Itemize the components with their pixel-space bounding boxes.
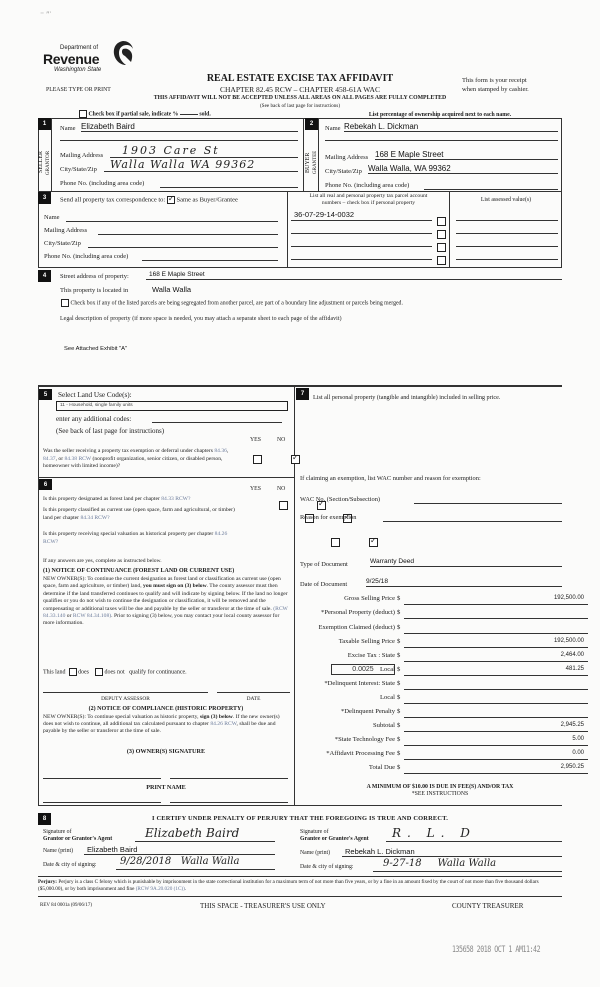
certification-title: I CERTIFY UNDER PENALTY OF PERJURY THAT THE FOREGOING IS TRUE AND CORRECT. <box>152 815 448 822</box>
fee-value[interactable] <box>404 609 588 619</box>
currency-symbol: $ <box>397 638 401 645</box>
seller-name-field[interactable]: Elizabeth Baird <box>81 122 298 132</box>
fee-row-taxable-selling-price <box>300 638 590 650</box>
fee-label: *Delinquent Penalty <box>340 708 395 715</box>
corr-city-label: City/State/Zip <box>44 240 81 247</box>
lower-frame-top <box>38 385 562 387</box>
currency-symbol: $ <box>397 595 401 602</box>
parties-center-divider <box>303 118 304 191</box>
fee-value[interactable] <box>404 694 588 704</box>
rcw-link-84-36[interactable]: 84.36 <box>214 448 227 454</box>
street-address-field[interactable]: 168 E Maple Street <box>146 270 562 280</box>
seller-mailing-field[interactable]: 1903 Care St <box>110 145 298 158</box>
fee-row-excise-tax-state <box>300 652 590 664</box>
exemption-reason-field[interactable] <box>383 513 562 522</box>
land-use-select[interactable]: 11 - Household, single family units <box>56 401 288 411</box>
same-as-buyer-checkbox[interactable] <box>167 196 175 204</box>
logo-text-line1: Department of <box>60 45 99 51</box>
local-rate-box[interactable]: 0.0025 <box>331 664 395 675</box>
notice-2-body <box>43 714 291 736</box>
grantee-sig-label-line2: Grantee or Grantee's Agent <box>300 836 369 842</box>
fee-label: *Delinquent Interest: State <box>324 680 395 687</box>
seller-side-label <box>38 130 51 191</box>
historic-no-checkbox[interactable] <box>369 538 378 547</box>
perjury-notice: Perjury: Perjury is a class C felony which is punishable by imprisonment in the state correctional institution for a maximum term of not more than five years, or by a fine in an amount fixed by the court of not more than five thousand dollars ($5,000.00), or by both imprisonment and fine (RCW 9A.20.020 (1C)). <box>38 879 539 893</box>
current-use-question <box>43 507 243 522</box>
grantee-date-label: Date & city of signing: <box>300 864 354 870</box>
print-name-label: PRINT NAME <box>146 784 186 791</box>
owner-signature-line-2[interactable] <box>170 778 288 779</box>
fee-row-total-due <box>300 764 590 776</box>
currency-symbol: $ <box>397 708 401 715</box>
fee-row-delinquent-interest-local <box>300 694 590 706</box>
currency-symbol: $ <box>397 722 401 729</box>
section-6-badge: 6 <box>39 479 52 490</box>
historic-yes-checkbox[interactable] <box>331 538 340 547</box>
seller-phone-label: Phone No. (including area code) <box>60 180 145 187</box>
fee-row-state-technology-fee <box>300 736 590 748</box>
section-2-badge: 2 <box>305 118 318 130</box>
buyer-name-field[interactable]: Rebekah L. Dickman <box>344 122 558 132</box>
perjury-bold: Perjury: <box>38 879 58 885</box>
section-8-badge: 8 <box>38 813 51 825</box>
grantee-name-field[interactable]: Rebekah L. Dickman <box>342 847 562 857</box>
located-in-value[interactable]: Walla Walla <box>152 285 192 294</box>
notice-1-title: (1) NOTICE OF CONTINUANCE (FOREST LAND OR CURRENT USE) <box>43 568 235 574</box>
partial-sale-percent-field[interactable] <box>180 114 198 115</box>
s5-yes-checkbox[interactable] <box>253 455 262 464</box>
deputy-assessor-date-line[interactable] <box>217 692 290 693</box>
fee-label: *State Technology Fee <box>334 736 395 743</box>
qualify-label: qualify for continuance. <box>129 669 187 676</box>
exemption-question-rest: (nonprofit organization, senior citizen, or disabled person, homeowner with limited income)? <box>43 455 223 469</box>
land-use-label: Select Land Use Code(s): <box>58 391 132 399</box>
assessed-value-field[interactable] <box>456 249 558 260</box>
continuance-row <box>43 668 187 676</box>
buyer-name-label: Name <box>325 125 341 132</box>
partial-sale-label: Check box if partial sale, indicate % <box>88 111 179 118</box>
corr-mailing-field[interactable] <box>98 225 278 235</box>
fee-value[interactable]: 192,500.00 <box>404 595 588 605</box>
fee-row-personal-property <box>300 609 590 621</box>
currency-symbol: $ <box>397 764 401 771</box>
segregated-label: Check box if any of the listed parcels are being segregated from another parcel, are part of a boundary line adjustment or parcels being merged. <box>70 300 403 307</box>
currency-symbol: $ <box>397 666 401 673</box>
additional-codes-label: enter any additional codes: <box>56 415 132 423</box>
corr-name-field[interactable] <box>66 212 278 222</box>
dor-swirl-icon <box>112 40 134 66</box>
fee-value[interactable] <box>404 680 588 690</box>
fee-label: Local <box>379 666 395 673</box>
notice-1-or: or <box>66 613 72 620</box>
lower-frame-bottom <box>38 805 562 806</box>
fee-label: Local <box>379 694 395 701</box>
corr-name-label: Name <box>44 214 60 221</box>
additional-codes-field[interactable] <box>152 414 282 423</box>
seller-city-label: City/State/Zip <box>60 166 97 173</box>
section-3-badge: 3 <box>38 192 51 204</box>
buyer-word: BUYER <box>305 152 311 173</box>
seller-phone-field[interactable] <box>160 178 298 188</box>
corr-mailing-label: Mailing Address <box>44 227 88 234</box>
historic-question <box>43 531 243 546</box>
rcw-link-84-37[interactable]: 84.37 <box>43 455 56 462</box>
segregated-checkbox[interactable] <box>61 299 69 307</box>
current-use-text: Is this property classified as current use (open space, farm and agricultural, or timber) land per chapter <box>43 507 235 521</box>
buyer-city-label: City/State/Zip <box>325 168 362 175</box>
fee-row-subtotal <box>300 722 590 734</box>
parcel-row <box>291 210 471 223</box>
buyer-mailing-label: Mailing Address <box>325 154 369 161</box>
fee-row-gross-selling-price <box>300 595 590 607</box>
fee-label: Exemption Claimed (deduct) <box>318 624 395 631</box>
section-3-divider <box>38 191 562 192</box>
located-in-label: This property is located in <box>60 287 129 294</box>
notice-2-text-c: , shall be due and payable by the seller or transferor at the time of sale. <box>43 721 276 735</box>
forest-land-question <box>43 496 248 504</box>
partial-sale-row <box>79 110 211 118</box>
fee-row-affidavit-processing-fee <box>300 750 590 762</box>
does-checkbox[interactable] <box>69 668 77 676</box>
fee-label: Gross Selling Price <box>344 595 395 602</box>
corr-phone-field[interactable] <box>142 251 278 261</box>
fee-value[interactable] <box>404 708 588 718</box>
historic-text: Is this property receiving special valuation as historical property per chapter <box>43 531 214 537</box>
receipt-note-line1: This form is your receipt <box>462 77 527 84</box>
wac-number-field[interactable] <box>414 495 562 504</box>
fee-row-exemption-claimed <box>300 624 590 636</box>
fee-value[interactable]: 5.00 <box>404 736 588 746</box>
section-1-badge: 1 <box>38 118 51 130</box>
parcel-number-field[interactable] <box>291 223 432 234</box>
legal-description-value[interactable]: See Attached Exhibit "A" <box>64 346 128 352</box>
seller-vertical-label <box>38 140 51 185</box>
rcw-link-84-38[interactable]: 84.38 RCW <box>64 455 92 462</box>
exemption-claim-label: If claiming an exemption, list WAC number and reason for exemption: <box>300 475 481 482</box>
parcel-header-line1: List all real and personal property tax parcel account <box>309 193 428 199</box>
segregated-row <box>61 299 403 307</box>
parcel-number-field[interactable] <box>291 249 432 260</box>
owner-signature-line-1[interactable] <box>43 778 161 779</box>
see-back-note: (See back of last page for instructions) <box>259 103 341 109</box>
personal-property-checkbox[interactable] <box>437 256 446 265</box>
print-name-line-1[interactable] <box>43 802 161 803</box>
notice-1-text-b: . The county assessor must then determine if the land transferred continues to qualify and will indicate by signing below. If the land no longer qualifies or you do not wish to continue the designation or classification, it will be removed and the compensating or additional taxes will be due and payable by the seller or transferor at the time of sale. <box>43 583 288 612</box>
does-not-checkbox[interactable] <box>95 668 103 676</box>
grantor-sig-label-line2: Grantor or Grantor's Agent <box>43 836 113 842</box>
document-date-label: Date of Document <box>300 581 348 588</box>
assessed-value-field[interactable] <box>456 236 558 247</box>
exemption-question-text: Was the seller receiving a property tax exemption or deferral under chapters <box>43 448 213 454</box>
completion-warning: THIS AFFIDAVIT WILL NOT BE ACCEPTED UNLESS ALL AREAS ON ALL PAGES ARE FULLY COMPLETED <box>153 95 447 101</box>
fee-value[interactable]: 481.25 <box>404 666 588 676</box>
section-4-badge: 4 <box>38 270 51 282</box>
exemption-question: Was the seller receiving a property tax exemption or deferral under chapters 84.36, 84.37, or 84.38 RCW (nonprofit organization, senior citizen, or disabled person, homeowner with limited income)? <box>43 448 229 469</box>
buyer-mailing-field[interactable]: 168 E Maple Street <box>375 150 558 160</box>
notice-1-text-a: NEW OWNER(S): To continue the current designation as forest land or classification as current use (open space, farm and agriculture, or timber) land, <box>43 576 281 590</box>
lower-frame-left <box>38 385 39 805</box>
currency-symbol: $ <box>397 652 401 659</box>
document-date-field[interactable]: 9/25/18 <box>366 577 562 587</box>
notice-2-text-b: . If the new owner(s) does not wish to continue, all additional tax calculated pursuant to chapter <box>43 714 280 728</box>
fee-value[interactable]: 192,500.00 <box>404 638 588 648</box>
fee-label: Subtotal <box>373 722 395 729</box>
rcw-link-84-26[interactable]: 84.26 RCW? <box>43 531 228 545</box>
print-name-line-2[interactable] <box>170 802 288 803</box>
rcw-link-84-34[interactable]: 84.34 RCW? <box>80 514 110 521</box>
deputy-date-label: DATE <box>246 696 261 702</box>
grantee-name-label: Name (print) <box>300 850 331 856</box>
treasurer-space-label: THIS SPACE - TREASURER'S USE ONLY <box>200 902 326 910</box>
personal-property-label: List all personal property (tangible and intangible) included in selling price. <box>313 394 501 401</box>
logo-text-line3: Washington State <box>54 67 102 73</box>
section-5-badge: 5 <box>39 389 52 400</box>
see-instructions-note: *SEE INSTRUCTIONS <box>411 791 469 797</box>
fee-label: Total Due <box>368 764 395 771</box>
if-yes-instructions: If any answers are yes, complete as instructed below. <box>43 558 162 564</box>
assessed-value-field[interactable] <box>456 223 558 234</box>
buyer-phone-field[interactable] <box>424 180 558 190</box>
ownership-note: List percentage of ownership acquired next to each name. <box>368 112 512 118</box>
s5-no-header: NO <box>277 437 286 443</box>
fee-value[interactable]: 2,464.00 <box>404 652 588 662</box>
grantor-date-label: Date & city of signing: <box>43 862 97 868</box>
grantee-sig-label-line1: Signature of <box>300 829 329 835</box>
wac-number-label: WAC No. (Section/Subsection) <box>300 496 381 503</box>
grantor-signature-field[interactable]: Elizabeth Baird <box>135 826 275 842</box>
lower-frame-middle <box>294 385 295 805</box>
rcw-link-84-26-notice[interactable]: 84.26 RCW <box>210 721 237 728</box>
does-label: does <box>78 669 89 676</box>
grantor-word: GRANTOR <box>46 150 51 175</box>
section-7-badge: 7 <box>296 388 309 400</box>
notice-1-body <box>43 576 291 628</box>
perjury-text: Perjury is a class C felony which is punishable by imprisonment in the state correctional institution for a maximum term of not more than five years, or by a fine in an amount fixed by the court of not more than five thousand dollars ($5,000.00), or by both imprisonment and fine <box>38 879 539 893</box>
fee-label: Excise Tax : State <box>347 652 395 659</box>
grantor-signature-label <box>43 829 112 843</box>
land-use-instructions: (See back of last page for instructions) <box>56 427 165 435</box>
currency-symbol: $ <box>397 750 401 757</box>
section-6-divider <box>38 477 294 478</box>
correspondence-label: Send all property tax correspondence to: <box>60 196 166 204</box>
s6-yes-header: YES <box>250 486 261 492</box>
grantee-signature-label <box>300 829 369 843</box>
s5-yes-header: YES <box>250 437 261 443</box>
logo-text-line2: Revenue <box>43 51 100 67</box>
parcel-row <box>291 236 471 249</box>
parcel-row <box>291 223 471 236</box>
notice-1-text-c: . Prior to signing (3) below, you may contact your local county assessor for more information. <box>43 613 280 627</box>
fee-label: *Personal Property (deduct) <box>321 609 395 616</box>
currency-symbol: $ <box>397 609 401 616</box>
corr-phone-label: Phone No. (including area code) <box>44 253 129 260</box>
currency-symbol: $ <box>397 694 401 701</box>
grantor-date-field[interactable]: 9/28/2018 Walla Walla <box>116 856 275 870</box>
parcel-header-line2: numbers – check box if personal property <box>321 200 416 206</box>
document-type-field[interactable]: Warranty Deed <box>370 557 562 567</box>
fee-label: *Affidavit Processing Fee <box>326 750 395 757</box>
partial-sale-checkbox[interactable] <box>79 110 87 118</box>
rcw-link-84-33[interactable]: 84.33 RCW? <box>161 496 191 502</box>
fee-value[interactable]: 2,945.25 <box>404 722 588 732</box>
deputy-assessor-signature-line[interactable] <box>43 692 208 693</box>
buyer-name-line2 <box>325 140 558 141</box>
rcw-link-9a-20-020[interactable]: (RCW 9A.20.020 (1C)) <box>135 886 185 893</box>
parcel-row <box>291 249 471 262</box>
grantor-name-field[interactable]: Elizabeth Baird <box>84 845 275 855</box>
please-type-note: PLEASE TYPE OR PRINT <box>46 87 111 93</box>
fee-label: Taxable Selling Price <box>338 638 395 645</box>
grantee-date-field[interactable]: 9-27-18 Walla Walla <box>373 858 562 872</box>
fee-value[interactable]: 0.00 <box>404 750 588 760</box>
corr-city-field[interactable] <box>88 238 278 248</box>
fee-value[interactable]: 2,950.25 <box>404 764 588 774</box>
rcw-link-84-33-140[interactable]: (RCW 84.33.140 <box>43 605 288 620</box>
partial-sale-sold-label: sold. <box>199 111 211 118</box>
seller-name-line2 <box>60 140 298 141</box>
currency-symbol: $ <box>397 680 401 687</box>
s6-no-header: NO <box>277 486 286 492</box>
notice-1-bold: you must sign on (3) below <box>143 583 207 590</box>
grantor-sig-label-line1: Signature of <box>43 829 72 835</box>
parcel-header <box>288 193 449 207</box>
does-not-label: does not <box>104 669 125 676</box>
exemption-reason-label: Reason for exemption <box>300 514 357 521</box>
forest-land-text: Is this property designated as forest land per chapter <box>43 496 160 502</box>
seller-city-field[interactable]: Walla Walla WA 99362 <box>104 158 298 172</box>
fee-value[interactable] <box>404 624 588 634</box>
currency-symbol: $ <box>397 624 401 631</box>
assessed-header: List assessed value(s) <box>480 197 532 203</box>
deputy-assessor-label: DEPUTY ASSESSOR <box>101 696 150 702</box>
street-address-label: Street address of property: <box>60 273 129 280</box>
same-as-buyer-label: Same as Buyer/Grantee <box>176 196 238 204</box>
notice-2-bold: sign (3) below <box>199 714 233 720</box>
forest-yes-checkbox[interactable] <box>279 501 288 510</box>
receipt-note-line2: when stamped by cashier. <box>462 86 529 93</box>
minimum-fee-note: A MINIMUM OF $10.00 IS DUE IN FEE(S) AND/OR TAX <box>366 784 514 790</box>
seller-mailing-label: Mailing Address <box>60 152 104 159</box>
fee-row-delinquent-penalty <box>300 708 590 720</box>
form-subtitle: CHAPTER 82.45 RCW – CHAPTER 458-61A WAC <box>220 85 380 94</box>
fee-row-delinquent-interest-state <box>300 680 590 692</box>
form-title: REAL ESTATE EXCISE TAX AFFIDAVIT <box>206 73 394 84</box>
legal-description-label: Legal description of property (if more space is needed, you may attach a separate sheet to each page of the affidavit) <box>60 316 342 322</box>
document-type-label: Type of Document <box>300 561 348 568</box>
assessed-value-field[interactable] <box>456 210 558 221</box>
grantee-word: GRANTEE <box>313 150 318 175</box>
notice-2-title: (2) NOTICE OF COMPLIANCE (HISTORIC PROPERTY) <box>88 706 244 712</box>
correspondence-row <box>60 196 238 204</box>
seller-name-label: Name <box>60 125 76 132</box>
receipt-note <box>462 76 529 94</box>
county-treasurer-label: COUNTY TREASURER <box>452 902 524 910</box>
fee-row-excise-tax-local <box>300 666 590 678</box>
grantee-signature-field[interactable]: R. L. D <box>386 826 562 842</box>
s5-no-checkbox[interactable] <box>291 455 300 464</box>
buyer-vertical-label <box>305 140 318 185</box>
stray-mark: ⁻ ʺ˙ <box>40 10 52 19</box>
buyer-phone-label: Phone No. (including area code) <box>325 182 410 189</box>
notice-2-text-a: NEW OWNER(S): To continue special valuation as historic property, <box>43 714 199 720</box>
this-land-label: This land <box>43 669 66 676</box>
currency-symbol: $ <box>397 736 401 743</box>
parcel-number-field[interactable]: 36-07-29-14-0032 <box>291 210 432 221</box>
buyer-city-field[interactable]: Walla Walla, WA 99362 <box>368 164 558 174</box>
parcel-number-field[interactable] <box>291 236 432 247</box>
seller-word: SELLER <box>38 151 44 174</box>
perjury-bottom-line <box>38 896 562 897</box>
form-number: REV 84 0001a (09/06/17) <box>40 903 92 908</box>
treasurer-stamp: 135658 2018 OCT 1 AM11:42 <box>452 945 541 955</box>
grantor-name-label: Name (print) <box>43 848 74 854</box>
certification-bottom-line <box>38 876 562 877</box>
owner-signature-label: (3) OWNER(S) SIGNATURE <box>126 748 206 755</box>
rcw-link-84-34-108[interactable]: RCW 84.34.108) <box>72 613 112 620</box>
